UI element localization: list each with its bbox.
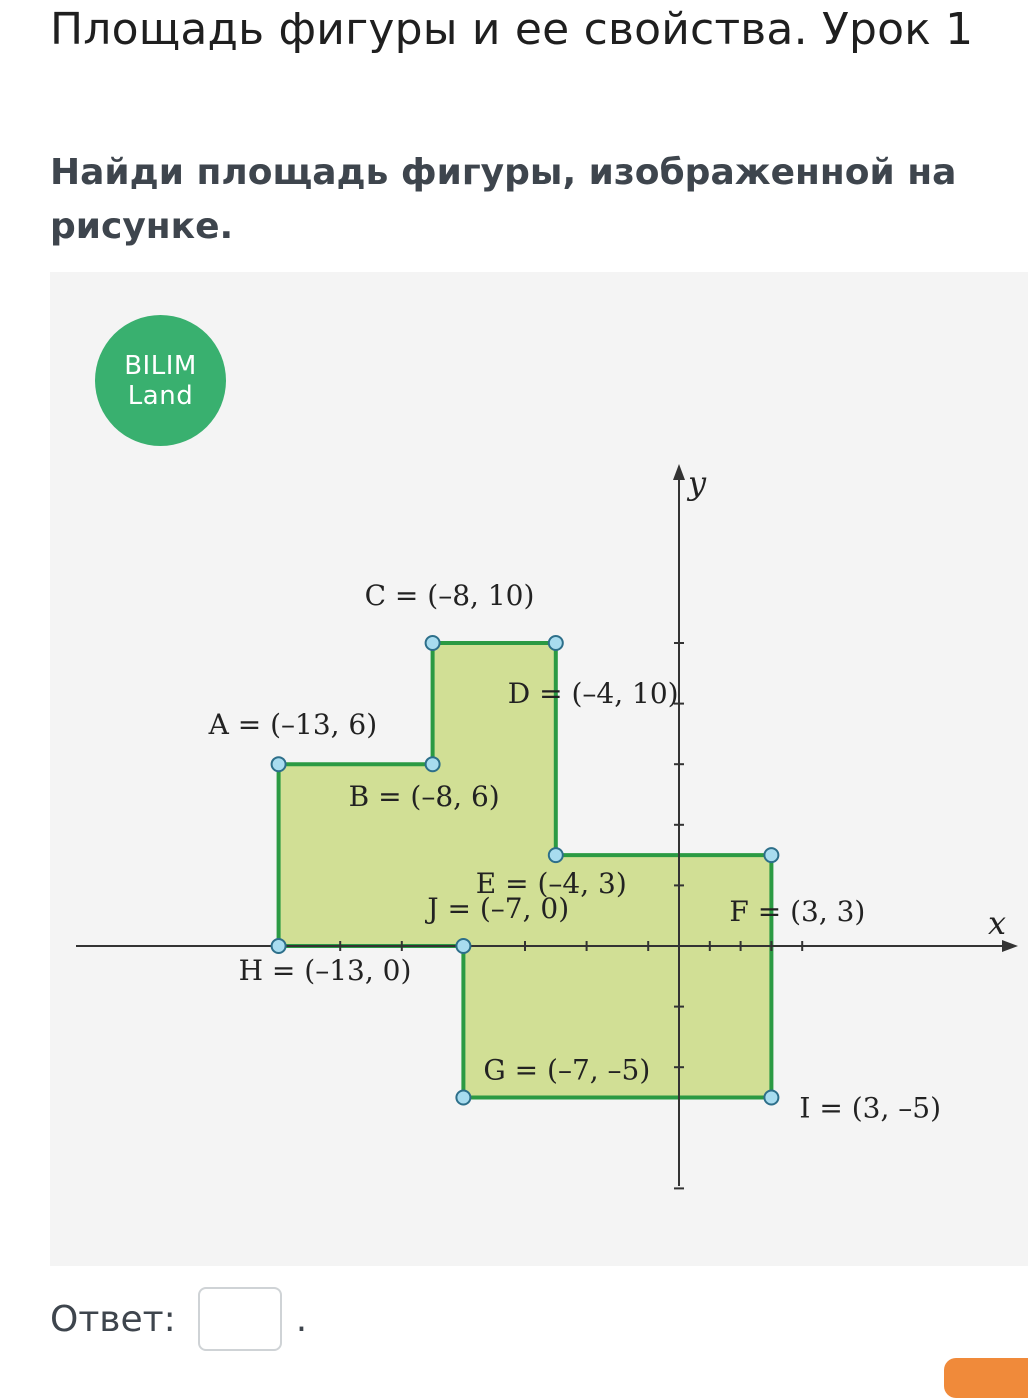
y-axis-label: y xyxy=(688,464,707,502)
label-a: A = (–13, 6) xyxy=(208,708,378,742)
point-a xyxy=(272,757,286,771)
point-h xyxy=(272,939,286,953)
answer-label: Ответ: xyxy=(50,1298,176,1340)
y-axis-arrow xyxy=(673,464,685,480)
point-g xyxy=(456,1091,470,1105)
point-c xyxy=(426,636,440,650)
answer-row xyxy=(50,1286,307,1352)
label-i: I = (3, –5) xyxy=(799,1091,942,1125)
label-b: B = (–8, 6) xyxy=(348,780,500,814)
point-d xyxy=(549,636,563,650)
label-e: E = (–4, 3) xyxy=(475,867,627,901)
answer-input[interactable] xyxy=(198,1287,282,1351)
point-f xyxy=(764,848,778,862)
label-c: C = (–8, 10) xyxy=(364,579,535,612)
logo-line-2: Land xyxy=(127,380,194,411)
label-g: G = (–7, –5) xyxy=(483,1053,651,1087)
bilimland-logo xyxy=(95,315,226,446)
label-j: J = (–7, 0) xyxy=(427,892,570,925)
label-h: H = (–13, 0) xyxy=(238,954,412,987)
point-j xyxy=(456,939,470,953)
label-f: F = (3, 3) xyxy=(729,895,866,929)
next-button[interactable] xyxy=(944,1358,1028,1398)
point-i xyxy=(764,1091,778,1105)
point-b xyxy=(426,757,440,771)
x-axis-label: x xyxy=(988,904,1007,942)
lesson-title: Площадь фигуры и ее свойства. Урок 1 xyxy=(50,4,974,55)
task-question: Найди площадь фигуры, изображенной на рисунке. xyxy=(50,152,957,247)
logo-line-1: BILIM xyxy=(124,350,197,381)
answer-period: . xyxy=(295,1298,308,1340)
figure-panel xyxy=(50,272,1028,1266)
point-e xyxy=(549,848,563,862)
label-d: D = (–4, 10) xyxy=(507,677,679,710)
